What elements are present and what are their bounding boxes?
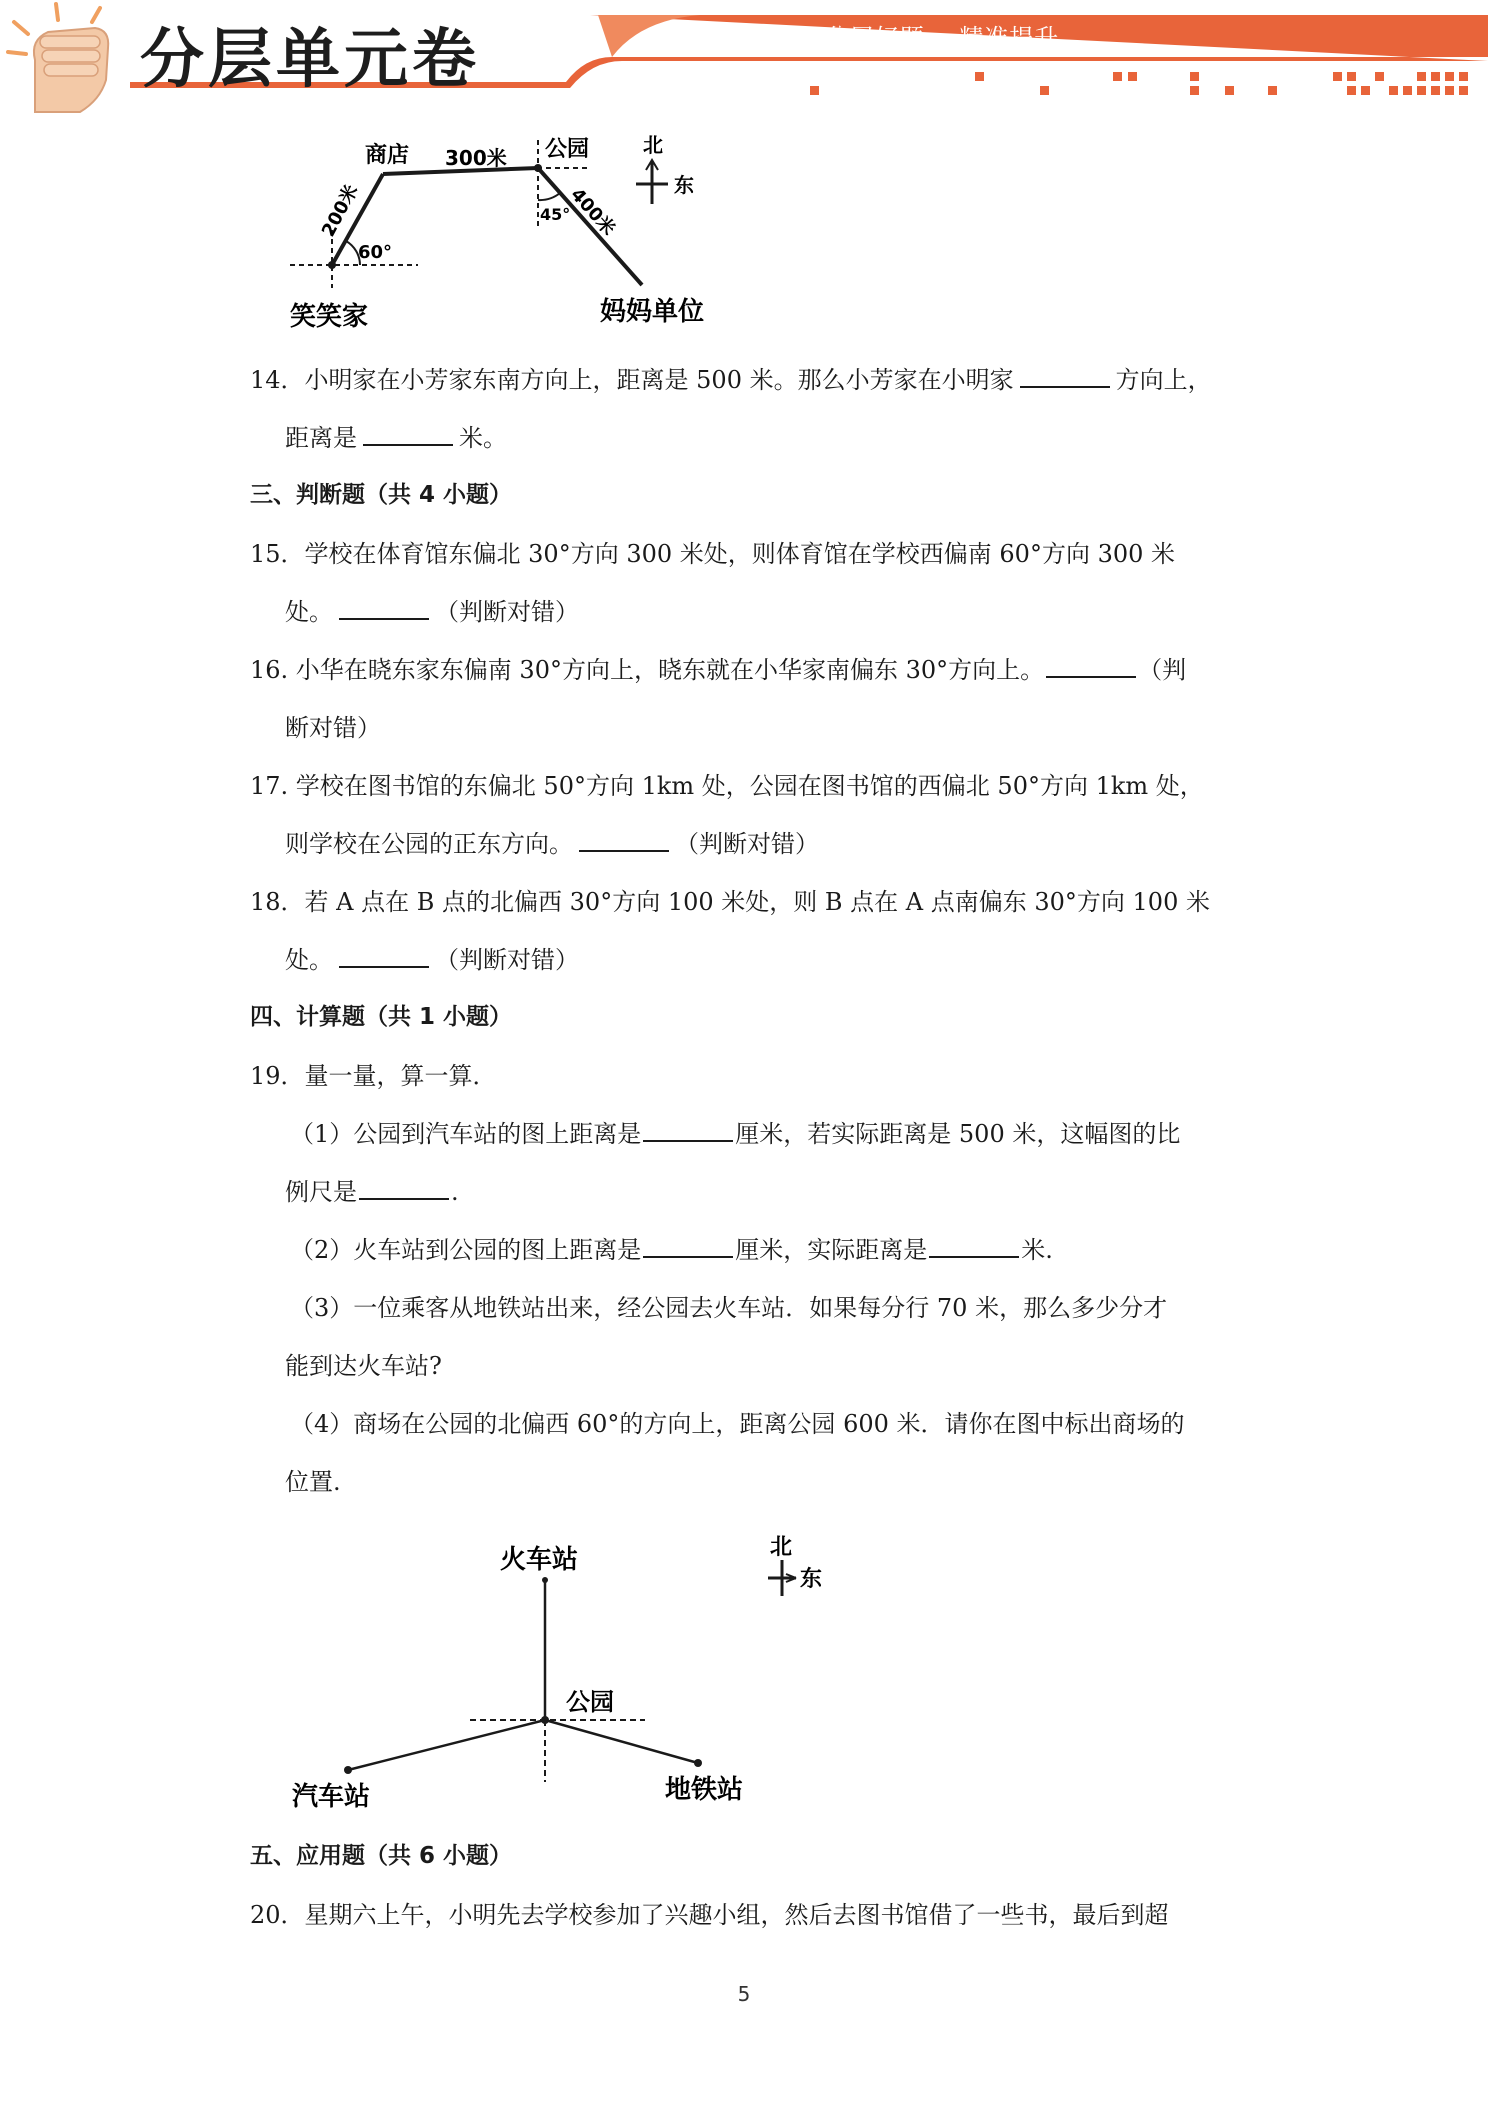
brand-title: 分层单元卷 — [140, 23, 480, 97]
question-16-line-2: 断对错） — [285, 714, 381, 742]
section-heading-calculation: 四、计算题（共 1 小题） — [250, 1004, 513, 1030]
question-18-line-2 — [285, 940, 579, 975]
question-17-line-1: 17. 学校在图书馆的东偏北 50°方向 1km 处，公园在图书馆的西偏北 50°方向 1km 处， — [250, 772, 1204, 800]
label-north: 北 — [770, 1535, 793, 1560]
question-17-line-2 — [285, 824, 819, 859]
label-angle-60: 60° — [358, 242, 393, 263]
q15-text-a: 处。 — [285, 598, 333, 626]
answer-blank[interactable] — [579, 828, 669, 852]
answer-blank[interactable] — [339, 596, 429, 620]
slogan-3: 精准提升 — [959, 24, 1060, 52]
label-train-station: 火车站 — [500, 1545, 579, 1575]
q19-p2-text-a: （2）火车站到公园的图上距离是 — [290, 1236, 642, 1264]
label-north: 北 — [643, 133, 663, 157]
slogan-1: 名师伴学 — [690, 24, 790, 52]
answer-blank[interactable] — [339, 944, 429, 968]
q14-text-b: 方向上， — [1115, 366, 1212, 394]
section-heading-application: 五、应用题（共 6 小题） — [250, 1843, 513, 1869]
label-bus-station: 汽车站 — [292, 1782, 371, 1810]
label-home: 笑笑家 — [290, 302, 369, 332]
question-19-part-3-line-1: （3）一位乘客从地铁站出来，经公园去火车站．如果每分行 70 米，那么多少分才 — [290, 1294, 1168, 1322]
question-14-line-2 — [285, 418, 507, 453]
q16-text-b: （判 — [1138, 656, 1187, 684]
q19-p2-text-c: 米. — [1021, 1236, 1053, 1264]
q17-text-b: （判断对错） — [675, 830, 819, 858]
question-19-part-4-line-2: 位置. — [285, 1468, 341, 1496]
q14-text-a: 14．小明家在小芳家东南方向上，距离是 500 米。那么小芳家在小明家 — [250, 366, 1014, 394]
q17-text-a: 则学校在公园的正东方向。 — [285, 830, 573, 858]
answer-blank[interactable] — [643, 1118, 733, 1142]
label-shop: 商店 — [365, 143, 410, 168]
question-19-part-2 — [290, 1230, 1053, 1265]
q19-p2-text-b: 厘米，实际距离是 — [735, 1236, 928, 1264]
q19-p1-text-b: 厘米，若实际距离是 500 米，这幅图的比 — [735, 1120, 1181, 1148]
label-work: 妈妈单位 — [600, 297, 705, 327]
section-heading-judgement: 三、判断题（共 4 小题） — [250, 482, 513, 508]
label-subway-station: 地铁站 — [665, 1775, 744, 1805]
page-number: 5 — [737, 1982, 751, 2006]
answer-blank[interactable] — [363, 422, 453, 446]
q16-text-a: 16. 小华在晓东家东偏南 30°方向上，晓东就在小华家南偏东 30°方向上。 — [250, 656, 1045, 684]
label-angle-45: 45° — [540, 205, 571, 224]
question-19-part-4-line-1: （4）商场在公园的北偏西 60°的方向上，距离公园 600 米．请你在图中标出商场的 — [290, 1410, 1185, 1438]
answer-blank[interactable] — [1046, 654, 1136, 678]
q15-text-b: （判断对错） — [435, 598, 579, 626]
question-19-part-1-line-2 — [285, 1172, 459, 1207]
answer-blank[interactable] — [359, 1176, 449, 1200]
question-19-part-3-line-2: 能到达火车站? — [285, 1352, 442, 1380]
label-east: 东 — [800, 1567, 823, 1592]
answer-blank[interactable] — [929, 1234, 1019, 1258]
station-map — [270, 1520, 870, 1810]
question-20-line-1: 20．星期六上午，小明先去学校参加了兴趣小组，然后去图书馆借了一些书，最后到超 — [250, 1901, 1169, 1929]
q19-p1-text-d: . — [451, 1178, 459, 1206]
label-distance-300: 300米 — [445, 146, 507, 170]
slogan-2: 分层好题 — [824, 24, 925, 52]
q14-text-c: 距离是 — [285, 424, 357, 452]
label-east: 东 — [674, 173, 694, 197]
q18-text-b: （判断对错） — [435, 946, 579, 974]
header-slogan — [690, 18, 1085, 53]
question-18-line-1: 18．若 A 点在 B 点的北偏西 30°方向 100 米处，则 B 点在 A 点南偏东 30°方向 100 米 — [250, 888, 1210, 916]
q19-p1-text-c: 例尺是 — [285, 1178, 357, 1206]
label-park: 公园 — [545, 137, 590, 162]
label-distance-400: 400米 — [566, 184, 620, 240]
answer-blank[interactable] — [643, 1234, 733, 1258]
decorative-dots — [810, 72, 1468, 95]
q19-p1-text-a: （1）公园到汽车站的图上距离是 — [290, 1120, 642, 1148]
question-16-line-1 — [250, 650, 1186, 685]
label-park: 公园 — [566, 1688, 614, 1716]
question-14-line-1 — [250, 360, 1212, 395]
question-19-stem: 19．量一量，算一算． — [250, 1062, 497, 1090]
route-diagram — [270, 120, 730, 340]
question-15-line-1: 15．学校在体育馆东偏北 30°方向 300 米处，则体育馆在学校西偏南 60°方向 300 米 — [250, 540, 1176, 568]
q14-text-d: 米。 — [459, 424, 507, 452]
question-15-line-2 — [285, 592, 579, 627]
question-19-part-1-line-1 — [290, 1114, 1180, 1149]
fist-logo-icon — [8, 4, 108, 112]
q18-text-a: 处。 — [285, 946, 333, 974]
answer-blank[interactable] — [1020, 364, 1110, 388]
page-header — [0, 0, 1488, 115]
label-distance-200: 200米 — [317, 181, 363, 241]
